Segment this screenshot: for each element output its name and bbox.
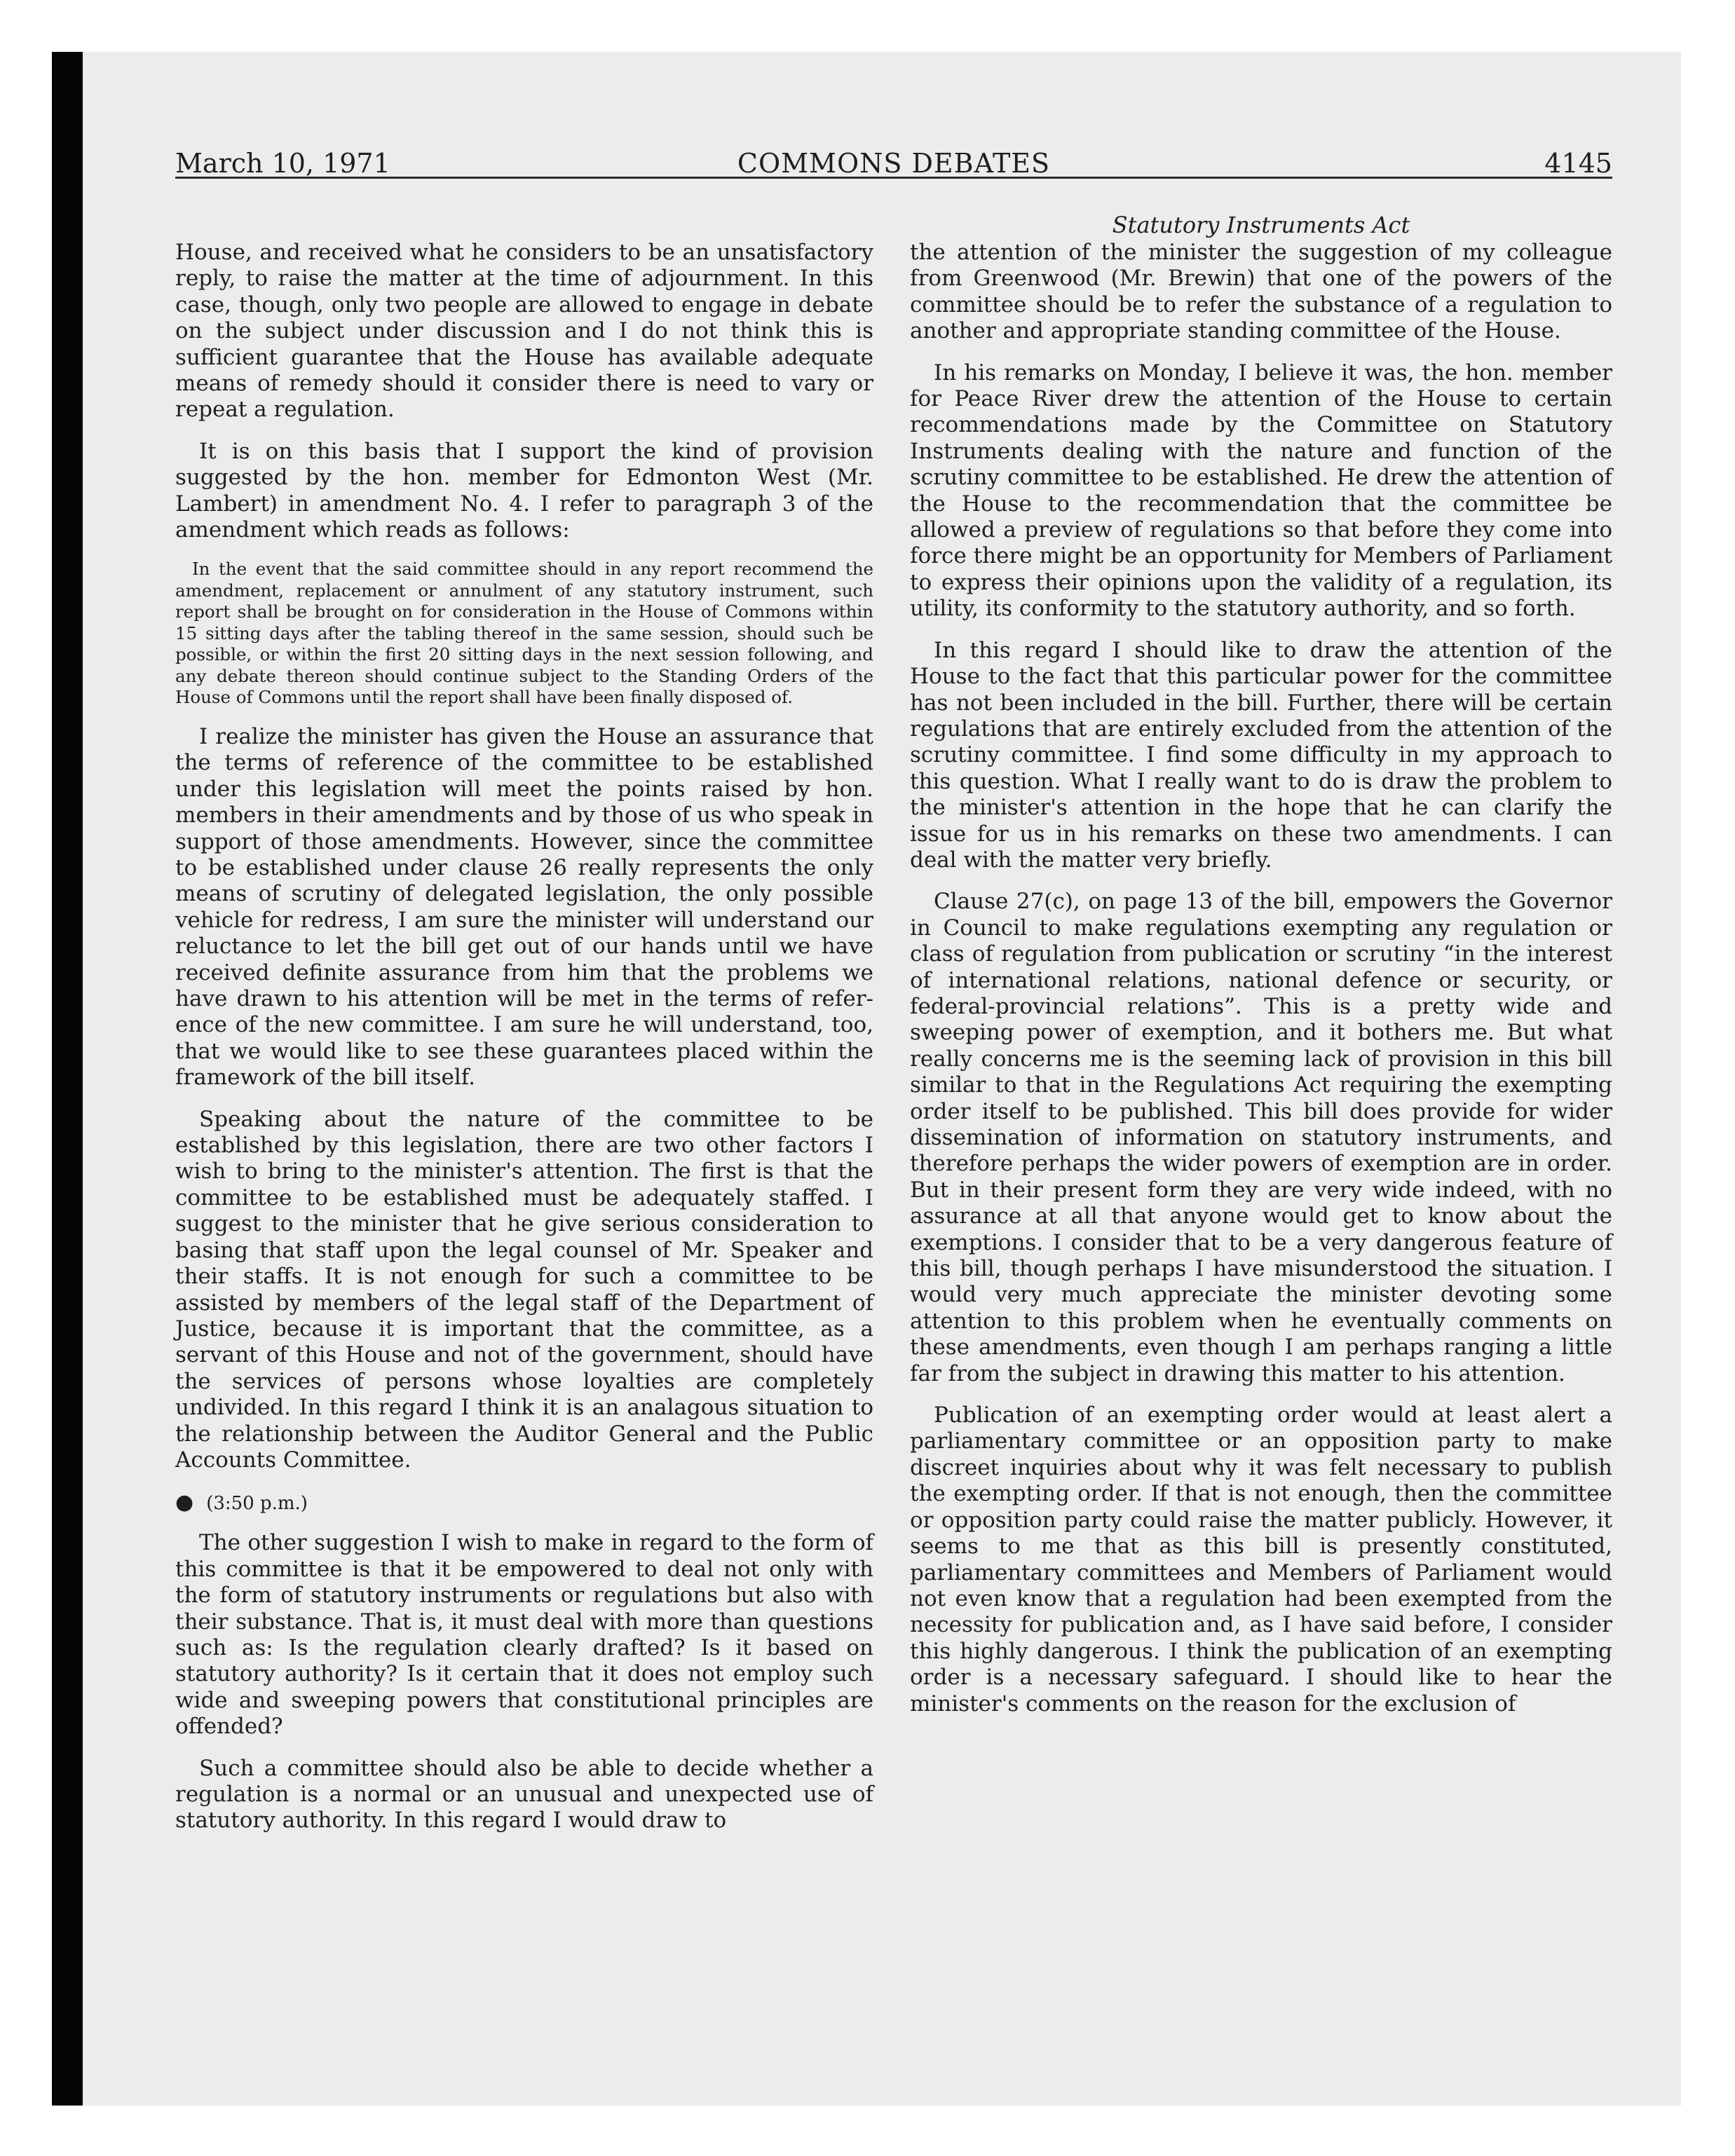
paragraph: I realize the minister has given the House an assurance that the terms of reference of the committee to be established under this legislation will meet the points raised by hon. members in their amendments and by those of us who speak in support of those amendments. However, since the committee to be established under clause 26 really represents the only means of scrutiny of delegated legislation, the only possible vehicle for redress, I am sure the minister will understand our reluctance to let the bill get out of our hands until we have received definite assurance from him that the problems we have drawn to his attention will be met in the terms of reference of the new committee. I am sure he will understand, too, that we would like to see these guarantees placed within the framework of the bill itself. [175, 723, 873, 1091]
header-title: COMMONS DEBATES [737, 148, 1051, 179]
paragraph: the attention of the minister the suggestion of my colleague from Greenwood (Mr. Brewin) that one of the powers of the committee should be to refer the substance of a regulation to another and appropriate standing committee of the House. [910, 240, 1612, 344]
header-date: March 10, 1971 [175, 148, 390, 179]
paragraph: Clause 27(c), on page 13 of the bill, empowers the Governor in Council to make regulations exempting any regulation or class of regulation from publication or scrutiny “in the interest of international relations, national defence or security, or federal-provincial relations”. This is a pretty wide and sweeping power of exemption, and it bothers me. But what really concerns me is the seeming lack of provision in this bill similar to that in the Regulations Act requiring the exempting order itself to be published. This bill does provide for wider dissemination of information on statutory instruments, and therefore perhaps the wider powers of exemption are in order. But in their present form they are very wide indeed, with no assurance at all that anyone would get to know about the exemptions. I consider that to be a very dangerous feature of this bill, though perhaps I have misunderstood the situation. I would very much appreciate the minister devoting some attention to this problem when he eventually comments on these amendments, even though I am perhaps ranging a little far from the subject in drawing this matter to his attention. [910, 889, 1612, 1386]
time-marker-text: (3:50 p.m.) [206, 1493, 308, 1515]
paragraph: Publication of an exempting order would at least alert a parliamentary committee or an opposition party to make discreet inquiries about why it was felt necessary to publish the exempting order. If that is not enough, then the committee or opposition party could raise the matter publicly. However, it seems to me that as this bill is presently constituted, parliamentary committees and Members of Parliament would not even know that a regulation had been exempted from the necessity for publication and, as I have said before, I consider this highly dangerous. I think the publication of an exempting order is a necessary safeguard. I should like to hear the minister's comments on the reason for the exclusion of [910, 1403, 1612, 1717]
paragraph: In this regard I should like to draw the attention of the House to the fact that this particular power for the committee has not been included in the bill. Further, there will be certain regulations that are entirely excluded from the attention of the scrutiny committee. I find some difficulty in my approach to this question. What I really want to do is draw the problem to the minister's attention in the hope that he can clarify the issue for us in his remarks on these two amendments. I can deal with the matter very briefly. [910, 637, 1612, 873]
right-column [910, 240, 1612, 1733]
binding-edge [52, 52, 83, 2106]
left-column [175, 240, 873, 1850]
paragraph: Speaking about the nature of the committee to be established by this legislation, there are two other factors I wish to bring to the minister's attention. The first is that the committee to be established must be adequately staffed. I suggest to the minister that he give serious consideration to basing that staff upon the legal counsel of Mr. Speaker and their staffs. It is not enough for such a committee to be assisted by members of the legal staff of the Department of Justice, because it is important that the committee, as a servant of this House and not of the government, should have the services of persons whose loyalties are completely undivided. In this regard I think it is an analagous situation to the relationship between the Auditor General and the Public Accounts Committee. [175, 1106, 873, 1473]
time-marker [175, 1489, 873, 1517]
quoted-amendment: In the event that the said committee should in any report recommend the amendment, replacement or annulment of any statutory instrument, such report shall be brought on for consideration in the House of Commons within 15 sitting days after the tabling thereof in the same session, should such be possible, or within the first 20 sitting days in the next session following, and any debate thereon should continue subject to the Standing Orders of the House of Commons until the report shall have been finally disposed of. [175, 559, 873, 708]
header-rule [175, 177, 1612, 179]
paragraph: Such a committee should also be able to decide whether a regulation is a normal or an unusual and unexpected use of statutory authority. In this regard I would draw to [175, 1755, 873, 1834]
running-subheading: Statutory Instruments Act [1112, 212, 1410, 238]
paragraph: The other suggestion I wish to make in regard to the form of this committee is that it be empowered to deal not only with the form of statutory instruments or regulations but also with their substance. That is, it must deal with more than questions such as: Is the regulation clearly drafted? Is it based on statutory authority? Is it certain that it does not employ such wide and sweeping powers that constitutional principles are offended? [175, 1530, 873, 1740]
paragraph: It is on this basis that I support the kind of provision suggested by the hon. member for Edmonton West (Mr. Lambert) in amendment No. 4. I refer to paragraph 3 of the amendment which reads as follows: [175, 438, 873, 543]
paragraph: In his remarks on Monday, I believe it was, the hon. member for Peace River drew the attention of the House to certain recommendations made by the Committee on Statutory Instruments dealing with the nature and function of the scrutiny committee to be established. He drew the attention of the House to the recommendation that the committee be allowed a preview of regulations so that before they come into force there might be an opportunity for Members of Parliament to express their opinions upon the validity of a regulation, its utility, its conformity to the statutory authority, and so forth. [910, 360, 1612, 622]
paragraph: House, and received what he considers to be an unsatisfactory reply, to raise the matter at the time of adjournment. In this case, though, only two people are allowed to engage in debate on the subject under discussion and I do not think this is sufficient guarantee that the House has available adequate means of remedy should it consider there is need to vary or repeat a regulation. [175, 240, 873, 423]
bullet-icon: ● [175, 1490, 194, 1515]
page-number: 4145 [1544, 148, 1612, 179]
